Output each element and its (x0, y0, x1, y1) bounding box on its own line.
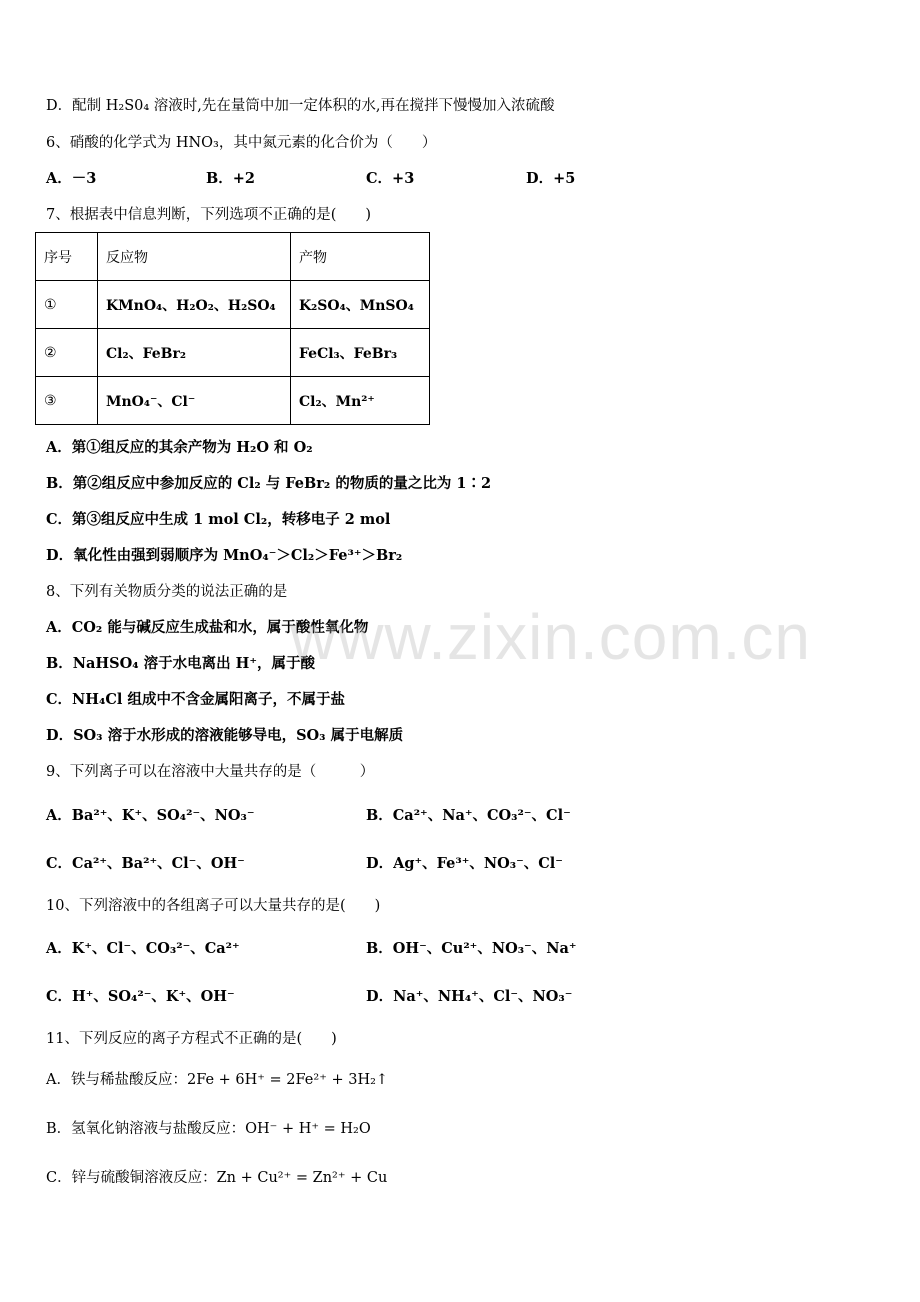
q6-option-d[interactable]: D．+5 (526, 170, 576, 187)
q10-option-d[interactable]: D．Na⁺、NH₄⁺、Cl⁻、NO₃⁻ (366, 988, 573, 1005)
table-header-cell: 产物 (291, 233, 430, 281)
q6-option-b[interactable]: B．+2 (206, 170, 255, 187)
q9-option-c[interactable]: C．Ca²⁺、Ba²⁺、Cl⁻、OH⁻ (46, 855, 245, 872)
q6-stem: 6、硝酸的化学式为 HNO₃，其中氮元素的化合价为（ ） (46, 135, 437, 151)
table-row (36, 329, 430, 377)
q8-option-b[interactable]: B．NaHSO₄ 溶于水电离出 H⁺，属于酸 (46, 655, 316, 672)
q6-option-c[interactable]: C．+3 (366, 170, 415, 187)
q11-stem: 11、下列反应的离子方程式不正确的是( ) (46, 1031, 337, 1047)
q8-option-a[interactable]: A．CO₂ 能与碱反应生成盐和水，属于酸性氧化物 (46, 619, 369, 636)
q7-option-a[interactable]: A．第①组反应的其余产物为 H₂O 和 O₂ (46, 439, 313, 456)
table-header-cell: 序号 (36, 233, 98, 281)
q11-option-b[interactable]: B．氢氧化钠溶液与盐酸反应：OH⁻ + H⁺ = H₂O (46, 1121, 371, 1137)
q7-option-d[interactable]: D．氧化性由强到弱顺序为 MnO₄⁻＞Cl₂＞Fe³⁺＞Br₂ (46, 547, 403, 564)
q8-stem: 8、下列有关物质分类的说法正确的是 (46, 584, 288, 600)
q8-option-c[interactable]: C．NH₄Cl 组成中不含金属阳离子，不属于盐 (46, 691, 345, 708)
q11-option-c[interactable]: C．锌与硫酸铜溶液反应：Zn + Cu²⁺ = Zn²⁺ + Cu (46, 1170, 388, 1186)
q10-option-c[interactable]: C．H⁺、SO₄²⁻、K⁺、OH⁻ (46, 988, 235, 1005)
watermark: www.zixin.com.cn (290, 601, 811, 673)
table-cell: ② (36, 329, 98, 377)
q7-info-table (35, 232, 430, 425)
q5-option-d: D．配制 H₂S0₄ 溶液时,先在量筒中加一定体积的水,再在搅拌下慢慢加入浓硫酸 (46, 98, 555, 114)
table-cell: KMnO₄、H₂O₂、H₂SO₄ (98, 281, 291, 329)
table-cell: Cl₂、FeBr₂ (98, 329, 291, 377)
q9-option-d[interactable]: D．Ag⁺、Fe³⁺、NO₃⁻、Cl⁻ (366, 855, 563, 872)
q6-option-a[interactable]: A．－3 (46, 170, 97, 187)
table-cell: Cl₂、Mn²⁺ (291, 377, 430, 425)
table-cell: K₂SO₄、MnSO₄ (291, 281, 430, 329)
table-cell: ③ (36, 377, 98, 425)
table-header-cell: 反应物 (98, 233, 291, 281)
q7-stem: 7、根据表中信息判断，下列选项不正确的是( ) (46, 207, 372, 223)
q9-stem: 9、下列离子可以在溶液中大量共存的是（ ） (46, 764, 375, 780)
q8-option-d[interactable]: D．SO₃ 溶于水形成的溶液能够导电，SO₃ 属于电解质 (46, 727, 404, 744)
q6-options (46, 168, 826, 190)
q10-stem: 10、下列溶液中的各组离子可以大量共存的是( ) (46, 898, 381, 914)
q10-option-a[interactable]: A．K⁺、Cl⁻、CO₃²⁻、Ca²⁺ (46, 940, 240, 957)
table-row (36, 377, 430, 425)
q9-option-b[interactable]: B．Ca²⁺、Na⁺、CO₃²⁻、Cl⁻ (366, 807, 571, 824)
table-cell: MnO₄⁻、Cl⁻ (98, 377, 291, 425)
table-cell: FeCl₃、FeBr₃ (291, 329, 430, 377)
q7-option-c[interactable]: C．第③组反应中生成 1 mol Cl₂，转移电子 2 mol (46, 511, 391, 528)
table-cell: ① (36, 281, 98, 329)
q11-option-a[interactable]: A．铁与稀盐酸反应：2Fe + 6H⁺ = 2Fe²⁺ + 3H₂↑ (46, 1072, 389, 1088)
q9-option-a[interactable]: A．Ba²⁺、K⁺、SO₄²⁻、NO₃⁻ (46, 807, 255, 824)
q10-option-b[interactable]: B．OH⁻、Cu²⁺、NO₃⁻、Na⁺ (366, 940, 577, 957)
q7-option-b[interactable]: B．第②组反应中参加反应的 Cl₂ 与 FeBr₂ 的物质的量之比为 1∶2 (46, 475, 492, 492)
table-row (36, 281, 430, 329)
table-header-row (36, 233, 430, 281)
